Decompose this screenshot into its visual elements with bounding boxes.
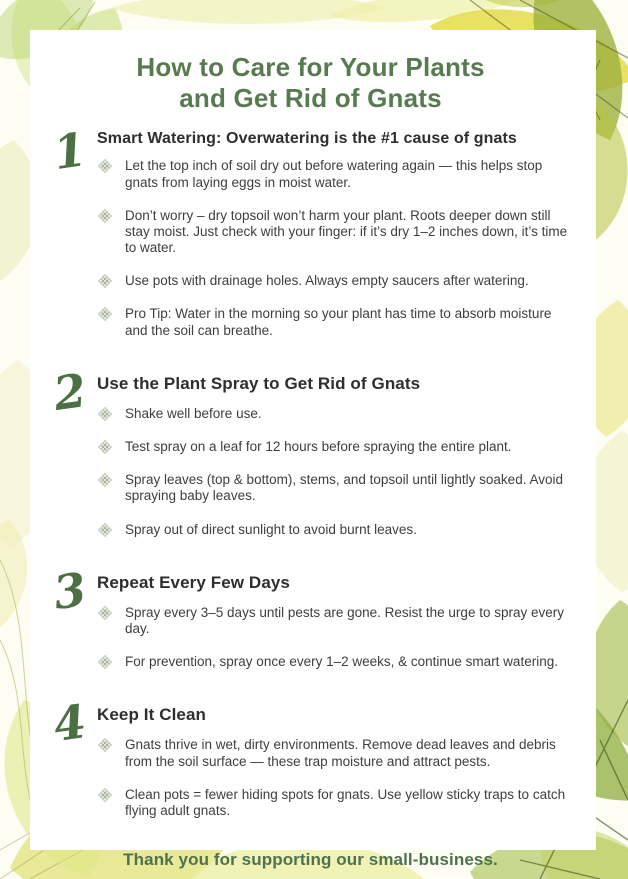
section-number-column (43, 362, 97, 555)
diamond-bullet-icon (98, 440, 112, 454)
section-3 (43, 561, 578, 688)
section-2 (43, 362, 578, 555)
section-4 (43, 694, 578, 836)
diamond-bullet-icon (98, 159, 112, 173)
bullet-text: Gnats thrive in wet, dirty environments. Remove dead leaves and debris from the soil surface — these trap moisture and attract pests. (125, 737, 556, 769)
bullet-text: Let the top inch of soil dry out before watering again — this helps stop gnats from laying eggs in moist water. (125, 158, 543, 190)
footer-thankyou: Thank you for supporting our small-business. (123, 850, 498, 870)
section-heading: Use the Plant Spray to Get Rid of Gnats (97, 373, 421, 393)
sections (43, 122, 578, 836)
page-title (43, 52, 578, 113)
bullet-item (97, 208, 578, 257)
content-card (30, 30, 596, 870)
section-number: 3 (50, 561, 90, 620)
diamond-bullet-icon (98, 788, 112, 802)
page-title-line1: How to Care for Your Plants (136, 52, 485, 82)
diamond-bullet-icon (98, 307, 112, 321)
section-body (97, 129, 578, 356)
section-body (97, 701, 578, 836)
diamond-bullet-icon (98, 606, 112, 620)
bullet-item (97, 605, 578, 637)
diamond-bullet-icon (98, 407, 112, 421)
bullet-item (97, 439, 578, 455)
diamond-bullet-icon (98, 523, 112, 537)
section-body (97, 370, 578, 555)
section-number-column (43, 122, 97, 356)
bullet-text: Pro Tip: Water in the morning so your plant has time to absorb moisture and the soil can breathe. (125, 306, 552, 338)
section-heading: Keep It Clean (97, 705, 206, 725)
bullet-text: Don’t worry – dry topsoil won’t harm your plant. Roots deeper down still stay moist. Just check with your finger: if it’s dry 1–2 inches down, it’s time to water. (125, 207, 568, 256)
bullet-text: Spray every 3–5 days until pests are gone. Resist the urge to spray every day. (125, 604, 564, 636)
bullet-item (97, 654, 578, 670)
bullet-list (97, 605, 578, 671)
bullet-item (97, 406, 578, 422)
bullet-item (97, 737, 578, 769)
bullet-item (97, 787, 578, 819)
section-heading: Smart Watering: Overwatering is the #1 cause of gnats (97, 130, 517, 148)
section-number: 4 (50, 694, 90, 753)
section-body (97, 569, 578, 688)
section-1 (43, 122, 578, 356)
diamond-bullet-icon (98, 209, 112, 223)
bullet-item (97, 158, 578, 190)
bullet-item (97, 472, 578, 504)
bullet-text: Spray leaves (top & bottom), stems, and topsoil until lightly soaked. Avoid spraying baby leaves. (125, 472, 563, 504)
section-heading: Repeat Every Few Days (97, 572, 290, 592)
bullet-item (97, 306, 578, 338)
bullet-list (97, 158, 578, 339)
bullet-list (97, 737, 578, 819)
section-number: 1 (50, 122, 90, 181)
bullet-text: Shake well before use. (125, 405, 262, 421)
diamond-bullet-icon (98, 655, 112, 669)
page-title-line2: and Get Rid of Gnats (179, 82, 442, 113)
bullet-text: For prevention, spray once every 1–2 weeks, & continue smart watering. (125, 654, 558, 670)
bullet-list (97, 406, 578, 538)
bullet-text: Test spray on a leaf for 12 hours before spraying the entire plant. (125, 439, 512, 455)
diamond-bullet-icon (98, 274, 112, 288)
section-number: 2 (50, 362, 90, 421)
diamond-bullet-icon (98, 738, 112, 752)
section-number-column (43, 694, 97, 836)
bullet-text: Clean pots = fewer hiding spots for gnats. Use yellow sticky traps to catch flying adult gnats. (125, 786, 566, 818)
bullet-item (97, 522, 578, 538)
section-number-column (43, 561, 97, 688)
diamond-bullet-icon (98, 473, 112, 487)
bullet-text: Spray out of direct sunlight to avoid burnt leaves. (125, 521, 417, 537)
bullet-item (97, 273, 578, 289)
bullet-text: Use pots with drainage holes. Always empty saucers after watering. (125, 273, 529, 289)
